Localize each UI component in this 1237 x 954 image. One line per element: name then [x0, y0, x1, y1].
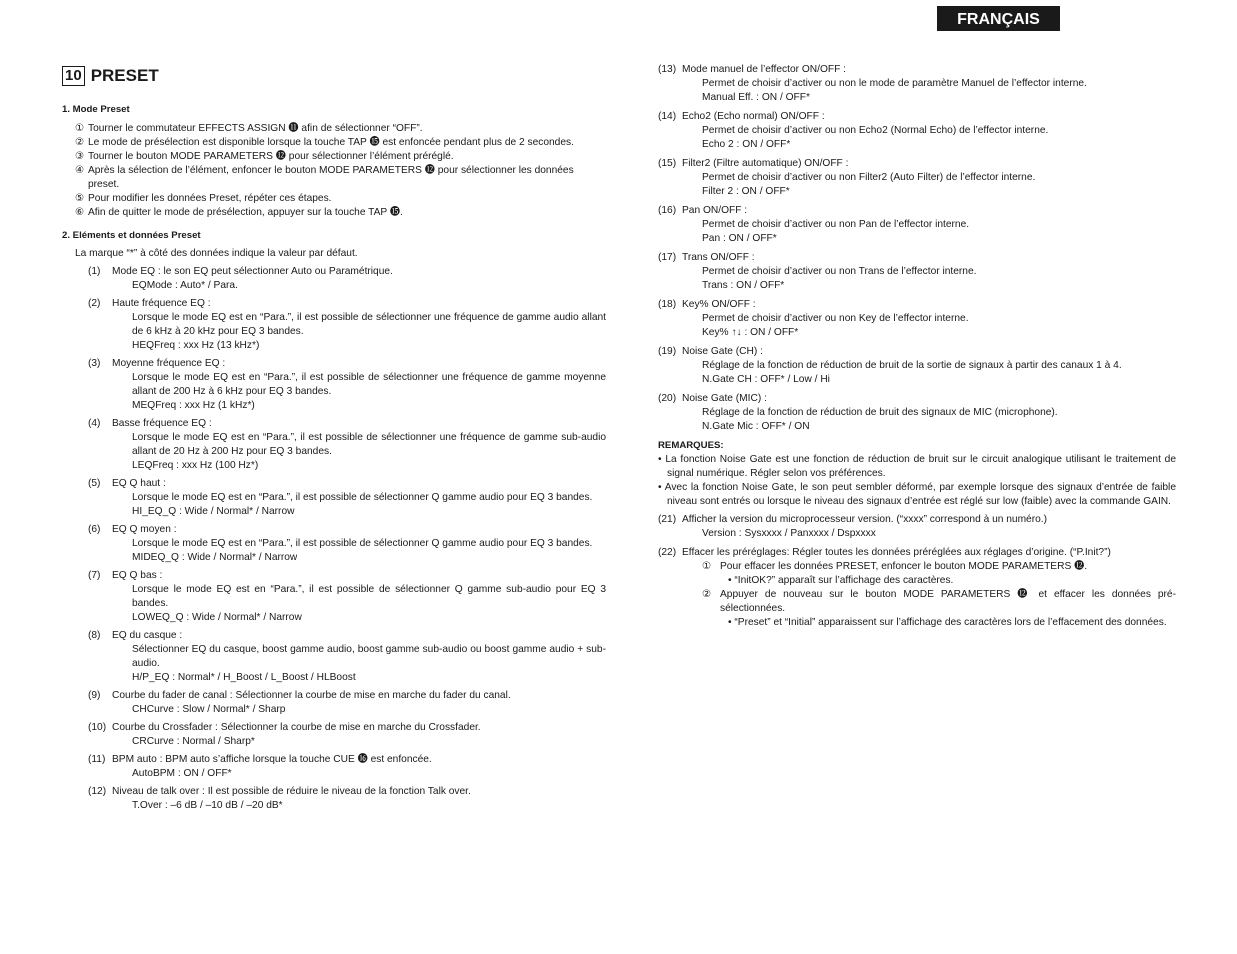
- step-item: ② Le mode de présélection est disponible lorsque la touche TAP ⓯ est enfoncée pendant plus de 2 secondes.: [75, 137, 574, 148]
- step-item: ① Tourner le commutateur EFFECTS ASSIGN ⓫ afin de sélectionner “OFF”.: [75, 123, 423, 134]
- remark-bullet: • Avec la fonction Noise Gate, le son peut sembler déformé, par exemple lorsque des signaux d’entrée de faible niveau sont entrés ou lorsque le niveau des signaux d’entrée est réglé sur low (faible) avec la commande GAIN.: [658, 482, 1176, 507]
- step-item: ⑥ Afin de quitter le mode de présélection, appuyer sur la touche TAP ⓯.: [75, 207, 403, 218]
- list-item: (3) Moyenne fréquence EQ : Lorsque le mode EQ est en “Para.”, il est possible de sélectionner une fréquence de gamme moyenne allant de 200 Hz à 6 kHz pour EQ 3 bandes. MEQFreq : xxx Hz (1 kHz*): [88, 358, 606, 411]
- list-item: (10) Courbe du Crossfader : Sélectionner la courbe de mise en marche du Crossfader. CRCurve : Normal / Sharp*: [88, 722, 481, 747]
- list-item: (4) Basse fréquence EQ : Lorsque le mode EQ est en “Para.”, il est possible de sélectionner une fréquence de gamme sub-audio allant de 20 Hz à 200 Hz pour EQ 3 bandes. LEQFreq : xxx Hz (100 Hz*): [88, 418, 606, 471]
- list-item: (5) EQ Q haut : Lorsque le mode EQ est en “Para.”, il est possible de sélectionner Q gamme audio pour EQ 3 bandes. HI_EQ_Q : Wide / Normal* / Narrow: [88, 478, 593, 517]
- sub-steps: [658, 560, 1176, 630]
- step-item: ④ Après la sélection de l’élément, enfoncer le bouton MODE PARAMETERS ⓬ pour sélectionner les données preset.: [75, 165, 574, 190]
- list-item: (14) Echo2 (Echo normal) ON/OFF : Permet de choisir d’activer ou non Echo2 (Normal Echo) de l’effector interne. Echo 2 : ON / OFF*: [658, 111, 1049, 150]
- list-item: (13) Mode manuel de l’effector ON/OFF : Permet de choisir d’activer ou non le mode de paramètre Manuel de l’effector interne. Manual Eff. : ON / OFF*: [658, 64, 1087, 103]
- list-item: (9) Courbe du fader de canal : Sélectionner la courbe de mise en marche du fader du canal. CHCurve : Slow / Normal* / Sharp: [88, 690, 511, 715]
- language-tab: FRANÇAIS: [937, 6, 1060, 31]
- list-item: (12) Niveau de talk over : Il est possible de réduire le niveau de la fonction Talk over. T.Over : –6 dB / –10 dB / –20 dB*: [88, 786, 471, 811]
- list-item: (7) EQ Q bas : Lorsque le mode EQ est en “Para.”, il est possible de sélectionner Q gamme sub-audio pour EQ 3 bandes. LOWEQ_Q : Wide / Normal* / Narrow: [88, 570, 606, 623]
- sub-bullet: • “InitOK?” apparaît sur l’affichage des caractères.: [728, 575, 954, 586]
- remarks-heading: REMARQUES:: [658, 440, 724, 451]
- sub-step: ① Pour effacer les données PRESET, enfoncer le bouton MODE PARAMETERS ⓬.: [702, 561, 1088, 572]
- list-item: (1) Mode EQ : le son EQ peut sélectionner Auto ou Paramétrique. EQMode : Auto* / Para.: [88, 266, 393, 291]
- list-item: (19) Noise Gate (CH) : Réglage de la fonction de réduction de bruit de la sortie de signaux à partir des canaux 1 à 4. N.Gate CH : OFF* / Low / Hi: [658, 346, 1122, 385]
- mode-preset-steps: [62, 122, 606, 220]
- sub-step: ② Appuyer de nouveau sur le bouton MODE PARAMETERS ⓬ et effacer les données pré-sélectionnées.: [702, 589, 1176, 614]
- sub-bullet: • “Preset” et “Initial” apparaissent sur l’affichage des caractères lors de l’effacement des données.: [728, 617, 1167, 628]
- list-item: (17) Trans ON/OFF : Permet de choisir d’activer ou non Trans de l’effector interne. Trans : ON / OFF*: [658, 252, 977, 291]
- elements-heading: 2. Eléments et données Preset: [62, 230, 201, 241]
- list-item: (20) Noise Gate (MIC) : Réglage de la fonction de réduction de bruit des signaux de MIC (microphone). N.Gate Mic : OFF* / ON: [658, 393, 1058, 432]
- mode-preset-heading: 1. Mode Preset: [62, 104, 130, 115]
- section-title-row: [62, 64, 606, 88]
- step-item: ③ Tourner le bouton MODE PARAMETERS ⓬ pour sélectionner l’élément préréglé.: [75, 151, 454, 162]
- list-item: (6) EQ Q moyen : Lorsque le mode EQ est en “Para.”, il est possible de sélectionner Q gamme audio pour EQ 3 bandes. MIDEQ_Q : Wide / Normal* / Narrow: [88, 524, 593, 563]
- remark-bullet: • La fonction Noise Gate est une fonction de réduction de bruit sur le circuit analogique utilisant le traitement de signal numérique. Régler selon vos préférences.: [658, 454, 1176, 479]
- list-item: (8) EQ du casque : Sélectionner EQ du casque, boost gamme audio, boost gamme sub-audio ou boost gamme audio + sub-audio. H/P_EQ : Normal* / H_Boost / L_Boost / HLBoost: [88, 630, 606, 683]
- step-item: ⑤ Pour modifier les données Preset, répéter ces étapes.: [75, 193, 332, 204]
- list-item: (11) BPM auto : BPM auto s’affiche lorsque la touche CUE ⓰ est enfoncée. AutoBPM : ON / OFF*: [88, 754, 432, 779]
- list-item: (18) Key% ON/OFF : Permet de choisir d’activer ou non Key de l’effector interne. Key% ↑↓ : ON / OFF*: [658, 299, 969, 338]
- list-item: (15) Filter2 (Filtre automatique) ON/OFF : Permet de choisir d’activer ou non Filter2 (Auto Filter) de l’effector interne. Filter 2 : ON / OFF*: [658, 158, 1036, 197]
- list-item: (22) Effacer les préréglages: Régler toutes les données préréglées aux réglages d’origine. (“P.Init?”) ① Pour effacer les données PRESET, enfoncer le bouton MODE PARAMETERS ⓬. • “InitOK?” apparaît sur l’affichage des caractères. ② Appuyer de nouveau sur le bouton MODE PARAMETERS ⓬ et effacer les données pré-sélectionnées. • “Preset” et “Initial” apparaissent sur l’affichage des caractères lors de l’effacement des données.: [658, 547, 1176, 628]
- list-item: (21) Afficher la version du microprocesseur version. (“xxxx” correspond à un numéro.) Version : Sysxxxx / Panxxxx / Dspxxxx: [658, 514, 1048, 539]
- list-item: (2) Haute fréquence EQ : Lorsque le mode EQ est en “Para.”, il est possible de sélectionner une fréquence de gamme audio allant de 6 kHz à 20 kHz pour EQ 3 bandes. HEQFreq : xxx Hz (13 kHz*): [88, 298, 606, 351]
- right-column: [658, 63, 1176, 635]
- left-column: [62, 64, 606, 813]
- list-item: (16) Pan ON/OFF : Permet de choisir d’activer ou non Pan de l’effector interne. Pan : ON / OFF*: [658, 205, 970, 244]
- left-items-list: [62, 265, 606, 813]
- section-title: PRESET: [90, 66, 159, 85]
- default-note: La marque “*” à côté des données indique la valeur par défaut.: [75, 248, 358, 259]
- section-number: 10: [62, 66, 85, 86]
